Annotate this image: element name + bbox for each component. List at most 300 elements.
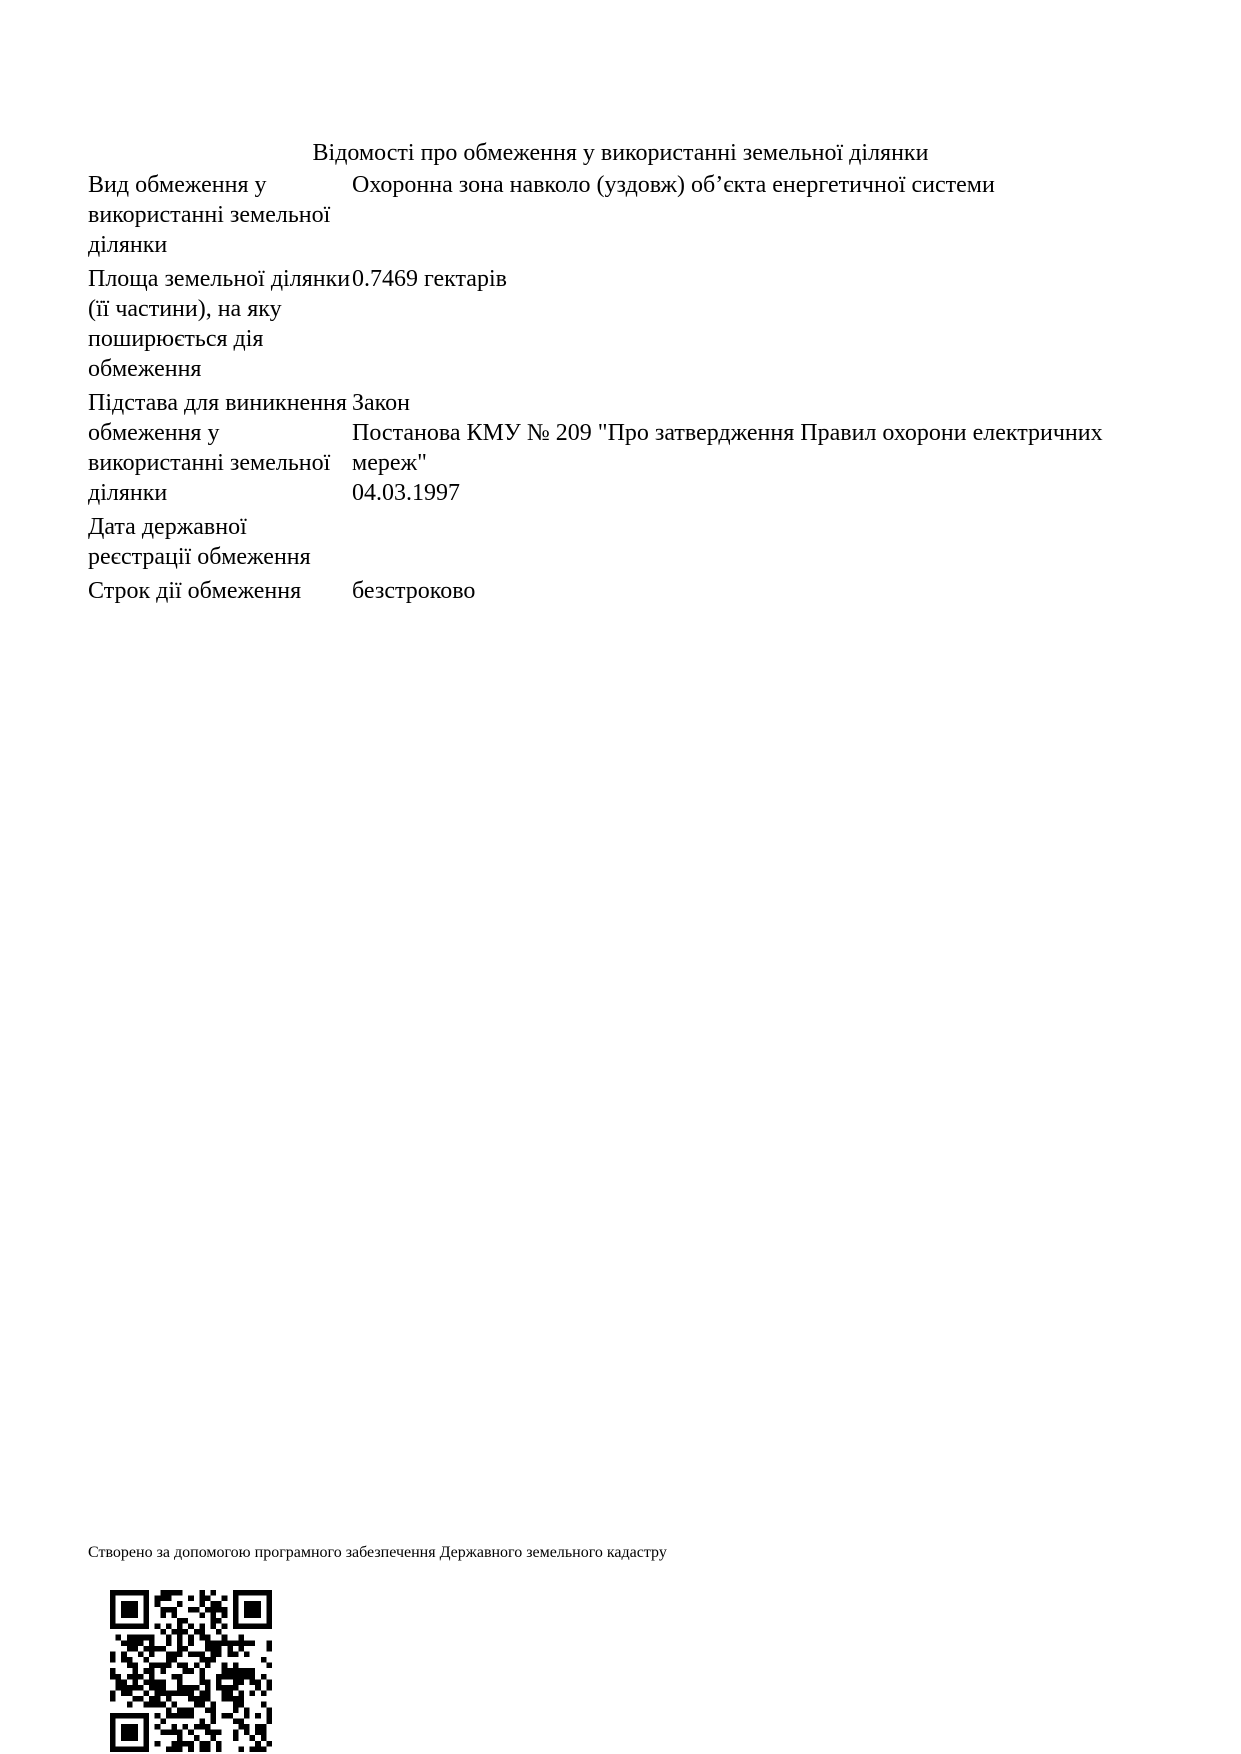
qr-module <box>110 1713 116 1719</box>
qr-module <box>244 1612 250 1618</box>
qr-module <box>222 1612 228 1618</box>
qr-module <box>121 1640 127 1646</box>
qr-module <box>155 1685 161 1691</box>
qr-module <box>266 1741 272 1747</box>
qr-module <box>255 1741 261 1747</box>
qr-module <box>149 1646 155 1652</box>
qr-module <box>233 1718 239 1724</box>
qr-module <box>127 1735 133 1741</box>
qr-module <box>238 1724 244 1730</box>
qr-module <box>261 1624 267 1630</box>
qr-module <box>155 1663 161 1669</box>
qr-module <box>222 1624 228 1630</box>
qr-module <box>110 1674 116 1680</box>
qr-module <box>144 1601 150 1607</box>
qr-module <box>205 1596 211 1602</box>
qr-module <box>166 1607 172 1613</box>
qr-module <box>166 1624 172 1630</box>
qr-module <box>211 1730 217 1736</box>
qr-module <box>110 1657 116 1663</box>
qr-module <box>211 1735 217 1741</box>
qr-module <box>127 1607 133 1613</box>
qr-module <box>188 1685 194 1691</box>
qr-module <box>194 1696 200 1702</box>
qr-module <box>177 1691 183 1697</box>
qr-module <box>199 1612 205 1618</box>
qr-module <box>116 1679 122 1685</box>
qr-module <box>132 1674 138 1680</box>
qr-module <box>211 1718 217 1724</box>
qr-module <box>266 1640 272 1646</box>
qr-module <box>183 1713 189 1719</box>
qr-module <box>199 1596 205 1602</box>
qr-module <box>216 1679 222 1685</box>
qr-module <box>227 1696 233 1702</box>
qr-module <box>205 1741 211 1747</box>
qr-module <box>144 1618 150 1624</box>
qr-module <box>116 1635 122 1641</box>
qr-module <box>216 1607 222 1613</box>
qr-module <box>110 1724 116 1730</box>
qr-module <box>132 1663 138 1669</box>
qr-module <box>177 1707 183 1713</box>
qr-module <box>216 1646 222 1652</box>
qr-module <box>188 1691 194 1697</box>
qr-module <box>194 1663 200 1669</box>
qr-module <box>238 1679 244 1685</box>
qr-module <box>255 1624 261 1630</box>
qr-module <box>177 1735 183 1741</box>
qr-module <box>132 1746 138 1752</box>
qr-module <box>121 1724 127 1730</box>
qr-module <box>132 1724 138 1730</box>
qr-module <box>127 1640 133 1646</box>
qr-module <box>266 1612 272 1618</box>
qr-module <box>138 1713 144 1719</box>
qr-module <box>144 1646 150 1652</box>
qr-module <box>205 1707 211 1713</box>
qr-module <box>144 1590 150 1596</box>
qr-module <box>227 1674 233 1680</box>
qr-module <box>266 1646 272 1652</box>
qr-module <box>160 1730 166 1736</box>
qr-module <box>233 1735 239 1741</box>
qr-module <box>177 1618 183 1624</box>
qr-module <box>171 1607 177 1613</box>
qr-module <box>233 1601 239 1607</box>
qr-module <box>127 1663 133 1669</box>
qr-module <box>244 1674 250 1680</box>
qr-module <box>222 1640 228 1646</box>
qr-module <box>266 1596 272 1602</box>
qr-module <box>211 1612 217 1618</box>
qr-module <box>155 1741 161 1747</box>
qr-module <box>261 1691 267 1697</box>
qr-module <box>160 1702 166 1708</box>
qr-module <box>211 1707 217 1713</box>
qr-module <box>244 1651 250 1657</box>
qr-module <box>266 1707 272 1713</box>
qr-module <box>138 1635 144 1641</box>
qr-module <box>171 1730 177 1736</box>
qr-module <box>194 1724 200 1730</box>
qr-module <box>110 1668 116 1674</box>
qr-module <box>211 1601 217 1607</box>
qr-module <box>199 1702 205 1708</box>
qr-module <box>121 1685 127 1691</box>
qr-module <box>132 1696 138 1702</box>
qr-module <box>138 1696 144 1702</box>
qr-module <box>166 1746 172 1752</box>
qr-module <box>116 1713 122 1719</box>
qr-module <box>233 1702 239 1708</box>
qr-module <box>177 1635 183 1641</box>
qr-module <box>233 1730 239 1736</box>
qr-module <box>116 1624 122 1630</box>
qr-module <box>199 1651 205 1657</box>
qr-module <box>110 1601 116 1607</box>
qr-module <box>127 1612 133 1618</box>
qr-module <box>188 1651 194 1657</box>
qr-module <box>127 1601 133 1607</box>
value-line: 0.7469 гектарів <box>352 266 507 292</box>
qr-module <box>238 1590 244 1596</box>
qr-module <box>194 1607 200 1613</box>
qr-module <box>222 1696 228 1702</box>
qr-module <box>244 1590 250 1596</box>
qr-module <box>149 1668 155 1674</box>
value-line: Закон <box>352 390 410 416</box>
qr-module <box>199 1724 205 1730</box>
qr-module <box>250 1735 256 1741</box>
qr-module <box>116 1685 122 1691</box>
qr-module <box>127 1646 133 1652</box>
qr-module <box>166 1691 172 1697</box>
qr-module <box>155 1646 161 1652</box>
qr-module <box>177 1601 183 1607</box>
qr-module <box>205 1679 211 1685</box>
qr-module <box>149 1640 155 1646</box>
qr-module <box>121 1691 127 1697</box>
qr-module <box>216 1741 222 1747</box>
qr-module <box>183 1685 189 1691</box>
qr-module <box>194 1735 200 1741</box>
qr-module <box>199 1674 205 1680</box>
qr-module <box>183 1618 189 1624</box>
footer-note: Створено за допомогою програмного забезпечення Державного земельного кадастру <box>88 1544 667 1561</box>
qr-module <box>116 1674 122 1680</box>
table-row <box>88 264 1152 388</box>
qr-module <box>199 1601 205 1607</box>
qr-module <box>244 1607 250 1613</box>
qr-module <box>211 1702 217 1708</box>
document-title: Відомості про обмеження у використанні земельної ділянки <box>312 140 929 166</box>
qr-module <box>110 1741 116 1747</box>
qr-module <box>121 1730 127 1736</box>
qr-module <box>110 1624 116 1630</box>
row-label: Площа земельної ділянки (її частини), на яку поширюється дія обмеження <box>88 266 351 382</box>
qr-module <box>171 1612 177 1618</box>
qr-module <box>110 1730 116 1736</box>
qr-module <box>244 1640 250 1646</box>
qr-module <box>132 1713 138 1719</box>
qr-module <box>227 1668 233 1674</box>
qr-module <box>149 1651 155 1657</box>
qr-module <box>110 1718 116 1724</box>
qr-module <box>132 1590 138 1596</box>
qr-module <box>155 1679 161 1685</box>
qr-module <box>233 1590 239 1596</box>
qr-module <box>177 1730 183 1736</box>
qr-module <box>261 1724 267 1730</box>
qr-module <box>149 1702 155 1708</box>
qr-module <box>199 1629 205 1635</box>
qr-module <box>255 1590 261 1596</box>
qr-module <box>121 1601 127 1607</box>
qr-module <box>132 1646 138 1652</box>
qr-module <box>188 1713 194 1719</box>
qr-module <box>205 1730 211 1736</box>
qr-module <box>188 1696 194 1702</box>
qr-module <box>166 1590 172 1596</box>
qr-module <box>216 1746 222 1752</box>
qr-module <box>233 1640 239 1646</box>
row-label: Підстава для виникнення обмеження у використанні земельної ділянки <box>88 390 347 506</box>
qr-module <box>199 1590 205 1596</box>
qr-module <box>171 1657 177 1663</box>
qr-module <box>261 1674 267 1680</box>
qr-module <box>166 1651 172 1657</box>
qr-module <box>211 1607 217 1613</box>
qr-module <box>144 1702 150 1708</box>
qr-module <box>127 1730 133 1736</box>
qr-module <box>250 1590 256 1596</box>
qr-module <box>216 1674 222 1680</box>
qr-module <box>227 1640 233 1646</box>
qr-module <box>132 1735 138 1741</box>
qr-module <box>138 1746 144 1752</box>
value-line: безстроково <box>352 578 476 604</box>
qr-module <box>194 1702 200 1708</box>
qr-module <box>199 1668 205 1674</box>
qr-module <box>160 1718 166 1724</box>
qr-module <box>132 1624 138 1630</box>
qr-module <box>250 1668 256 1674</box>
qr-module <box>121 1713 127 1719</box>
qr-module <box>255 1730 261 1736</box>
qr-module <box>255 1746 261 1752</box>
qr-module <box>250 1624 256 1630</box>
qr-module <box>222 1674 228 1680</box>
qr-module <box>171 1590 177 1596</box>
qr-module <box>255 1607 261 1613</box>
qr-module <box>127 1657 133 1663</box>
qr-code-icon <box>110 1590 272 1752</box>
qr-module <box>121 1651 127 1657</box>
table-row <box>88 388 1152 512</box>
restriction-info-table <box>88 170 1152 610</box>
qr-module <box>233 1696 239 1702</box>
row-value <box>352 264 1152 388</box>
qr-module <box>121 1679 127 1685</box>
qr-module <box>188 1596 194 1602</box>
qr-module <box>222 1713 228 1719</box>
qr-module <box>266 1590 272 1596</box>
qr-module <box>244 1668 250 1674</box>
qr-module <box>227 1651 233 1657</box>
qr-module <box>160 1646 166 1652</box>
qr-module <box>121 1590 127 1596</box>
qr-module <box>132 1635 138 1641</box>
qr-module <box>244 1624 250 1630</box>
qr-module <box>266 1607 272 1613</box>
qr-module <box>199 1679 205 1685</box>
qr-module <box>238 1746 244 1752</box>
qr-module <box>160 1590 166 1596</box>
qr-module <box>160 1629 166 1635</box>
qr-module <box>188 1746 194 1752</box>
qr-module <box>211 1646 217 1652</box>
qr-module <box>255 1601 261 1607</box>
qr-module <box>205 1691 211 1697</box>
qr-module <box>138 1624 144 1630</box>
qr-module <box>266 1663 272 1669</box>
qr-module <box>250 1746 256 1752</box>
qr-module <box>144 1691 150 1697</box>
qr-module <box>188 1635 194 1641</box>
qr-module <box>250 1679 256 1685</box>
qr-module <box>127 1674 133 1680</box>
qr-module <box>205 1646 211 1652</box>
qr-module <box>144 1624 150 1630</box>
qr-module <box>205 1696 211 1702</box>
qr-module <box>261 1730 267 1736</box>
table-row <box>88 576 1152 610</box>
qr-module <box>205 1663 211 1669</box>
qr-module <box>222 1691 228 1697</box>
qr-module <box>233 1612 239 1618</box>
qr-module <box>205 1657 211 1663</box>
qr-module <box>222 1635 228 1641</box>
qr-module <box>166 1596 172 1602</box>
qr-module <box>238 1668 244 1674</box>
qr-module <box>216 1601 222 1607</box>
qr-module <box>183 1741 189 1747</box>
qr-module <box>121 1624 127 1630</box>
qr-module <box>132 1679 138 1685</box>
qr-module <box>244 1724 250 1730</box>
qr-module <box>110 1607 116 1613</box>
qr-module <box>166 1713 172 1719</box>
qr-module <box>132 1685 138 1691</box>
qr-module <box>171 1651 177 1657</box>
qr-module <box>149 1679 155 1685</box>
qr-module <box>132 1640 138 1646</box>
qr-module <box>211 1624 217 1630</box>
qr-module <box>255 1724 261 1730</box>
qr-module <box>233 1707 239 1713</box>
qr-module <box>121 1657 127 1663</box>
qr-module <box>233 1668 239 1674</box>
qr-module <box>199 1696 205 1702</box>
qr-module <box>183 1646 189 1652</box>
qr-module <box>149 1674 155 1680</box>
qr-module <box>177 1590 183 1596</box>
qr-module <box>160 1612 166 1618</box>
qr-module <box>171 1724 177 1730</box>
qr-module <box>183 1724 189 1730</box>
qr-module <box>238 1696 244 1702</box>
qr-module <box>160 1663 166 1669</box>
qr-module <box>110 1746 116 1752</box>
row-label: Дата державної реєстрації обмеження <box>88 514 311 570</box>
qr-module <box>144 1657 150 1663</box>
qr-module <box>194 1685 200 1691</box>
qr-module <box>127 1713 133 1719</box>
qr-module <box>238 1646 244 1652</box>
qr-module <box>199 1741 205 1747</box>
qr-module <box>183 1707 189 1713</box>
qr-module <box>171 1674 177 1680</box>
qr-module <box>110 1735 116 1741</box>
qr-module <box>194 1629 200 1635</box>
qr-module <box>160 1596 166 1602</box>
qr-module <box>138 1651 144 1657</box>
qr-module <box>144 1730 150 1736</box>
qr-module <box>177 1713 183 1719</box>
qr-module <box>233 1596 239 1602</box>
qr-module <box>233 1651 239 1657</box>
qr-module <box>127 1724 133 1730</box>
qr-module <box>177 1685 183 1691</box>
qr-module <box>177 1624 183 1630</box>
qr-module <box>211 1657 217 1663</box>
qr-module <box>166 1696 172 1702</box>
qr-module <box>160 1668 166 1674</box>
row-value <box>352 512 1152 576</box>
qr-module <box>166 1657 172 1663</box>
qr-module <box>255 1685 261 1691</box>
qr-module <box>127 1624 133 1630</box>
qr-module <box>199 1624 205 1630</box>
qr-module <box>266 1718 272 1724</box>
qr-module <box>233 1679 239 1685</box>
qr-module <box>266 1713 272 1719</box>
qr-module <box>144 1713 150 1719</box>
qr-module <box>233 1607 239 1613</box>
qr-module <box>238 1702 244 1708</box>
qr-module <box>177 1746 183 1752</box>
qr-module <box>177 1651 183 1657</box>
qr-module <box>171 1629 177 1635</box>
qr-module <box>216 1640 222 1646</box>
qr-module <box>116 1746 122 1752</box>
qr-module <box>244 1713 250 1719</box>
qr-module <box>127 1635 133 1641</box>
qr-module <box>121 1746 127 1752</box>
qr-module <box>266 1685 272 1691</box>
qr-module <box>216 1685 222 1691</box>
qr-module <box>110 1696 116 1702</box>
qr-module <box>250 1607 256 1613</box>
qr-module <box>166 1730 172 1736</box>
qr-module <box>227 1646 233 1652</box>
qr-module <box>160 1679 166 1685</box>
qr-module <box>199 1657 205 1663</box>
qr-module <box>205 1685 211 1691</box>
qr-module <box>266 1601 272 1607</box>
qr-module <box>205 1607 211 1613</box>
